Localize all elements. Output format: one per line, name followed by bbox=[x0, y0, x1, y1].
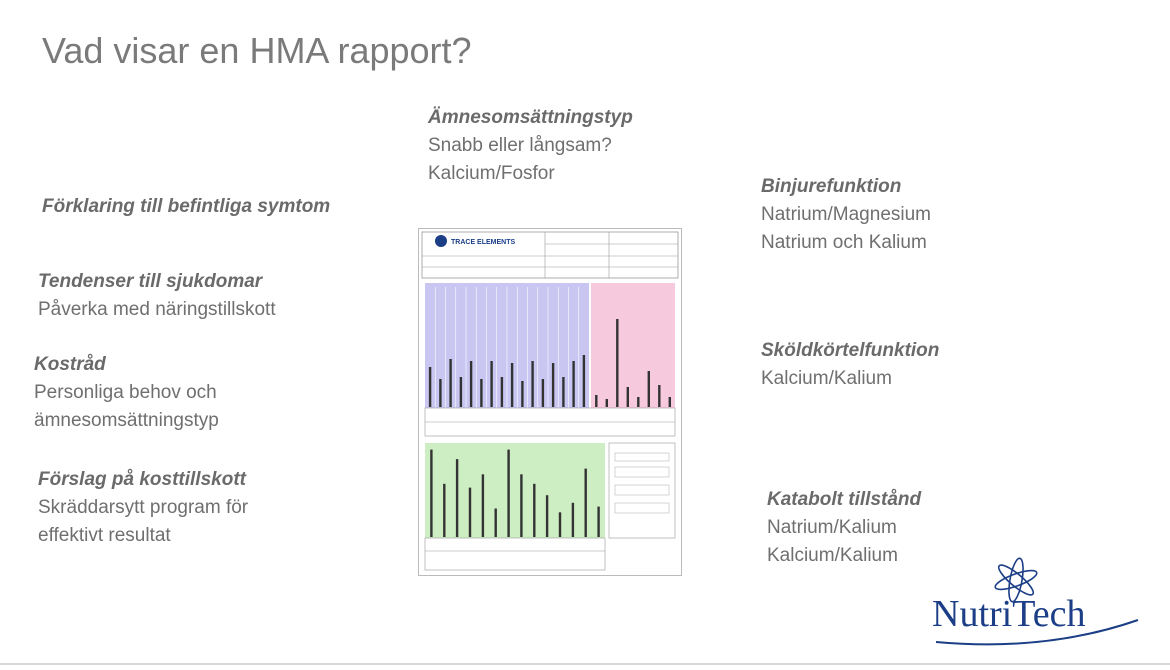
report-bar bbox=[490, 361, 492, 407]
report-bar bbox=[460, 377, 462, 407]
supplements-heading: Förslag på kosttillskott bbox=[38, 469, 246, 490]
metabolism-type-line: Snabb eller långsam? bbox=[428, 135, 612, 156]
report-bar bbox=[606, 399, 608, 407]
report-bar bbox=[480, 379, 482, 407]
hma-report-graphic bbox=[419, 229, 681, 575]
report-bar bbox=[439, 379, 441, 407]
diet-advice-line: Personliga behov och bbox=[34, 382, 217, 403]
report-bar bbox=[507, 450, 509, 537]
catabolic-line: Natrium/Kalium bbox=[767, 517, 897, 538]
thyroid-block bbox=[761, 337, 939, 393]
report-bar bbox=[648, 371, 650, 407]
diet-advice-block bbox=[34, 351, 219, 435]
report-bar bbox=[572, 361, 574, 407]
supplements-line: effektivt resultat bbox=[38, 525, 171, 546]
report-bar bbox=[583, 355, 585, 407]
report-bar bbox=[456, 459, 458, 537]
disease-tendency-line: Påverka med näringstillskott bbox=[38, 299, 276, 320]
report-bar bbox=[562, 377, 564, 407]
metabolism-type-heading: Ämnesomsättningstyp bbox=[428, 107, 633, 128]
report-bar bbox=[470, 361, 472, 407]
bottom-divider bbox=[0, 663, 1170, 665]
metabolism-type-block bbox=[428, 104, 633, 188]
report-bar bbox=[511, 363, 513, 407]
report-bar bbox=[637, 397, 639, 407]
page-title: Vad visar en HMA rapport? bbox=[42, 30, 472, 71]
adrenal-block bbox=[761, 173, 931, 257]
report-brand: TRACE ELEMENTS bbox=[451, 239, 516, 246]
catabolic-line: Kalcium/Kalium bbox=[767, 545, 898, 566]
report-bar bbox=[501, 377, 503, 407]
metabolism-type-line: Kalcium/Fosfor bbox=[428, 163, 555, 184]
hma-report-image bbox=[418, 228, 682, 576]
report-bar bbox=[616, 319, 618, 407]
report-bar bbox=[495, 509, 497, 538]
report-bar bbox=[546, 495, 548, 537]
report-bar bbox=[658, 385, 660, 407]
adrenal-line: Natrium/Magnesium bbox=[761, 204, 931, 225]
report-bar bbox=[533, 484, 535, 537]
supplements-block bbox=[38, 466, 248, 550]
report-bar bbox=[429, 367, 431, 407]
disease-tendency-heading: Tendenser till sjukdomar bbox=[38, 271, 263, 292]
thyroid-line: Kalcium/Kalium bbox=[761, 368, 892, 389]
report-bar bbox=[443, 484, 445, 537]
report-bar bbox=[482, 474, 484, 537]
thyroid-heading: Sköldkörtelfunktion bbox=[761, 340, 940, 361]
adrenal-heading: Binjurefunktion bbox=[761, 176, 902, 197]
report-bar bbox=[449, 359, 451, 407]
report-bar bbox=[430, 450, 432, 537]
report-bar bbox=[520, 474, 522, 537]
report-bar bbox=[559, 512, 561, 537]
logo-text: NutriTech bbox=[932, 593, 1086, 635]
report-bar bbox=[531, 361, 533, 407]
report-bar bbox=[597, 507, 599, 537]
report-bar bbox=[572, 503, 574, 537]
report-bar bbox=[552, 363, 554, 407]
adrenal-line: Natrium och Kalium bbox=[761, 232, 927, 253]
report-bar bbox=[542, 379, 544, 407]
supplements-line: Skräddarsytt program för bbox=[38, 497, 249, 518]
report-bar bbox=[669, 397, 671, 407]
disease-tendency-block bbox=[38, 268, 276, 324]
catabolic-block bbox=[767, 486, 921, 570]
catabolic-heading: Katabolt tillstånd bbox=[767, 489, 922, 510]
report-bar bbox=[585, 469, 587, 537]
trace-elements-logo-icon bbox=[435, 235, 447, 247]
report-bar bbox=[469, 488, 471, 537]
report-bar bbox=[627, 387, 629, 407]
symptoms-heading: Förklaring till befintliga symtom bbox=[42, 196, 331, 217]
report-bar bbox=[595, 395, 597, 407]
symptoms-block bbox=[42, 193, 330, 221]
nutritech-logo bbox=[926, 556, 1146, 656]
report-bar bbox=[521, 381, 523, 407]
diet-advice-line: ämnesomsättningstyp bbox=[34, 410, 219, 431]
diet-advice-heading: Kostråd bbox=[34, 354, 106, 375]
